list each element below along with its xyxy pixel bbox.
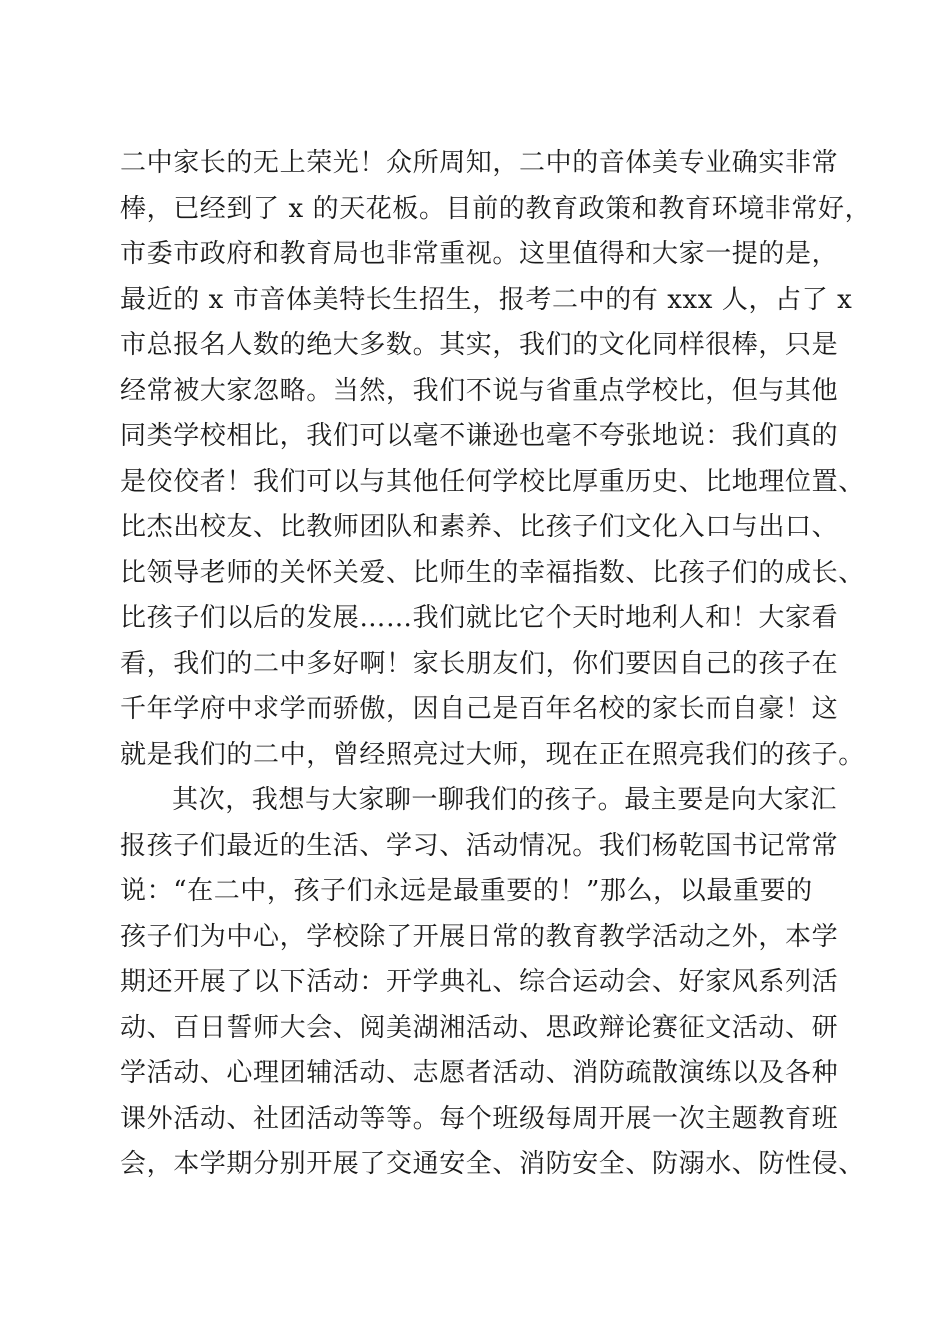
text-line: 最近的 x 市音体美特长生招生，报考二中的有 xxx 人，占了 x <box>120 284 853 315</box>
text-line: 比领导老师的关怀关爱、比师生的幸福指数、比孩子们的成长、 <box>120 557 865 588</box>
text-line: 市委市政府和教育局也非常重视。这里值得和大家一提的是， <box>120 239 839 269</box>
text-line: 经常被大家忽略。当然，我们不说与省重点学校比，但与其他 <box>120 375 839 406</box>
text-line: 会，本学期分别开展了交通安全、消防安全、防溺水、防性侵、 <box>120 1149 865 1179</box>
text-line: 同类学校相比，我们可以毫不谦逊也毫不夸张地说：我们真的 <box>120 421 839 451</box>
text-line: 棒，已经到了 x 的天花板。目前的教育政策和教育环境非常好， <box>120 193 872 224</box>
text-line: 千年学府中求学而骄傲，因自己是百年名校的家长而自豪！这 <box>120 694 839 724</box>
text-line: 动、百日誓师大会、阅美湖湘活动、思政辩论赛征文活动、研 <box>120 1012 839 1043</box>
text-line: 课外活动、社团活动等等。每个班级每周开展一次主题教育班 <box>120 1103 839 1134</box>
text-line: 是佼佼者！我们可以与其他任何学校比厚重历史、比地理位置、 <box>120 466 865 497</box>
text-line: 学活动、心理团辅活动、志愿者活动、消防疏散演练以及各种 <box>120 1058 839 1088</box>
paragraph-start-line: 其次，我想与大家聊一聊我们的孩子。最主要是向大家汇 <box>172 785 838 815</box>
text-line: 市总报名人数的绝大多数。其实，我们的文化同样很棒，只是 <box>120 330 839 360</box>
text-line: 就是我们的二中，曾经照亮过大师，现在正在照亮我们的孩子。 <box>120 739 865 770</box>
text-line: 孩子们为中心，学校除了开展日常的教育教学活动之外，本学 <box>120 921 839 952</box>
body-text <box>120 141 872 1188</box>
text-line: 比杰出校友、比教师团队和素养、比孩子们文化入口与出口、 <box>120 512 839 542</box>
text-line: 看，我们的二中多好啊！家长朋友们，你们要因自己的孩子在 <box>120 648 839 679</box>
text-line: 说：“在二中，孩子们永远是最重要的！”那么，以最重要的 <box>120 876 813 906</box>
text-line: 期还开展了以下活动：开学典礼、综合运动会、好家风系列活 <box>120 967 839 997</box>
text-line: 报孩子们最近的生活、学习、活动情况。我们杨乾国书记常常 <box>120 830 839 861</box>
text-line: 二中家长的无上荣光！众所周知，二中的音体美专业确实非常 <box>120 148 839 178</box>
text-line: 比孩子们以后的发展……我们就比它个天时地利人和！大家看 <box>120 603 839 633</box>
